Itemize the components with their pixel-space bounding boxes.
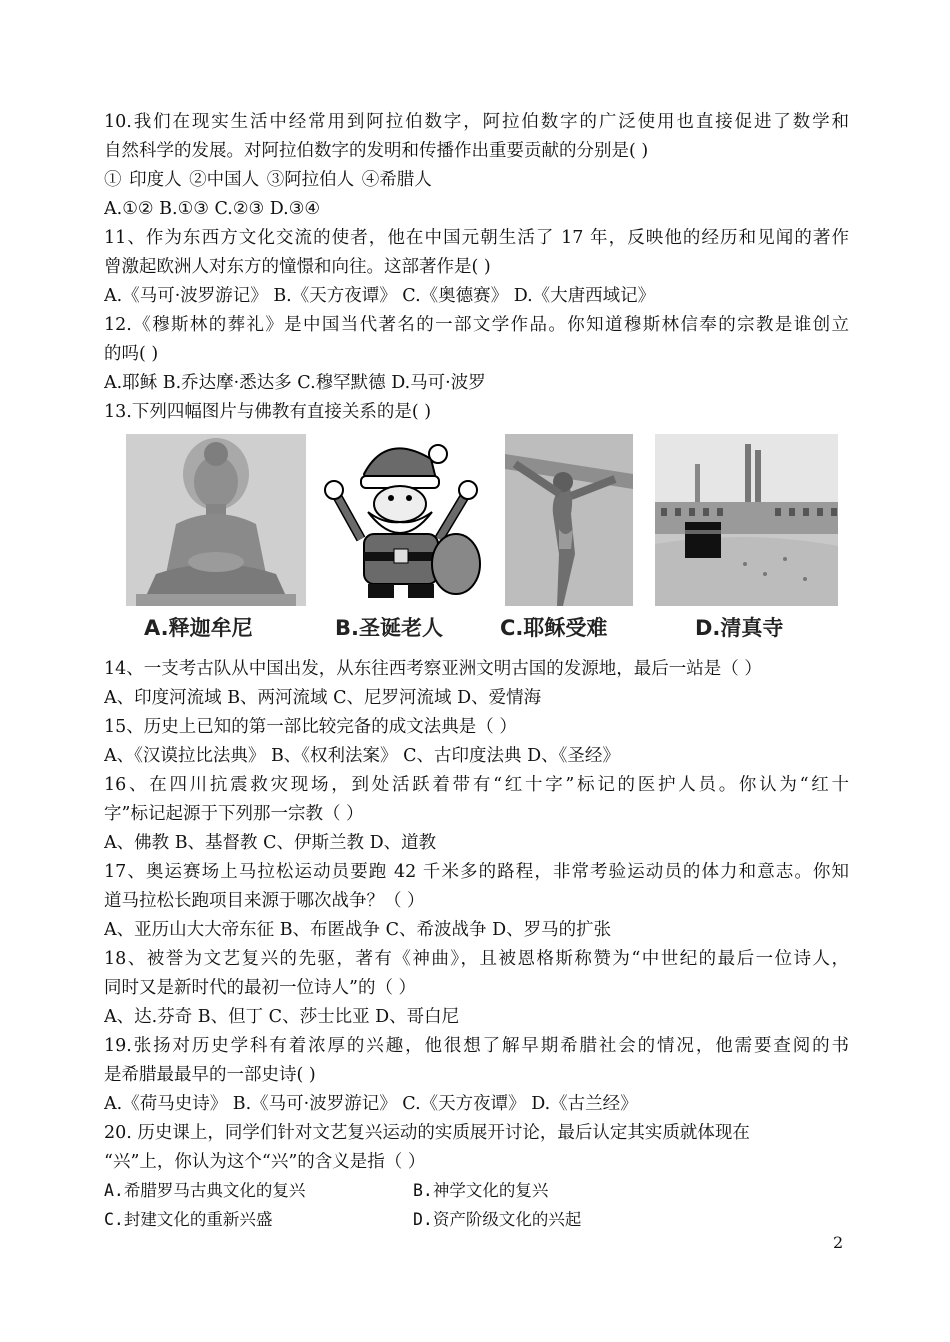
q15-stem: 15、历史上已知的第一部比较完备的成文法典是（ ） — [104, 717, 517, 737]
caption-a: A.释迦牟尼 — [144, 616, 253, 640]
q10-options: A.①② B.①③ C.②③ D.③④ — [104, 199, 321, 219]
q19-options: A.《荷马史诗》 B.《马可·波罗游记》 C.《天方夜谭》 D.《古兰经》 — [104, 1094, 638, 1114]
page-number: 2 — [833, 1233, 844, 1252]
q15-options: A、《汉谟拉比法典》 B、《权利法案》 C、古印度法典 D、《圣经》 — [104, 746, 620, 766]
q12-options: A.耶稣 B.乔达摩·悉达多 C.穆罕默德 D.马可·波罗 — [104, 373, 486, 393]
q13-figure — [120, 434, 845, 646]
q17-stem-line1: 17、奥运赛场上马拉松运动员要跑 42 千米多的路程，非常考验运动员的体力和意志。你知 — [104, 862, 849, 882]
q18-stem-line2: 同时又是新时代的最初一位诗人”的（ ） — [104, 978, 417, 998]
buddha-image — [126, 434, 306, 606]
caption-d: D.清真寺 — [695, 616, 784, 640]
caption-c: C.耶稣受难 — [500, 616, 608, 640]
q16-options: A、佛教 B、基督教 C、伊斯兰教 D、道教 — [104, 833, 437, 853]
q12-stem-line1: 12.《穆斯林的葬礼》是中国当代著名的一部文学作品。你知道穆斯林信奉的宗教是谁创立 — [104, 315, 849, 335]
q11-stem-line1: 11、作为东西方文化交流的使者，他在中国元朝生活了 17 年，反映他的经历和见闻的著作 — [104, 228, 849, 248]
q19-stem-line1: 19.张扬对历史学科有着浓厚的兴趣，他很想了解早期希腊社会的情况，他需要查阅的书 — [104, 1036, 849, 1056]
q11-options: A.《马可·波罗游记》 B.《天方夜谭》 C.《奥德赛》 D.《大唐西域记》 — [104, 286, 656, 306]
q10-stem-line1: 10.我们在现实生活中经常用到阿拉伯数字，阿拉伯数字的广泛使用也直接促进了数学和 — [104, 112, 849, 132]
q17-options: A、亚历山大大帝东征 B、布匿战争 C、希波战争 D、罗马的扩张 — [104, 920, 612, 940]
q10-stem-line2: 自然科学的发展。对阿拉伯数字的发明和传播作出重要贡献的分别是( ) — [104, 141, 649, 161]
q16-stem-line1: 16、在四川抗震救灾现场，到处活跃着带有“红十字”标记的医护人员。你认为“红十 — [104, 775, 849, 795]
q18-stem-line1: 18、被誉为文艺复兴的先驱，著有《神曲》，且被恩格斯称赞为“中世纪的最后一位诗人， — [104, 949, 849, 969]
q12-stem-line2: 的吗( ) — [104, 344, 159, 364]
q20-stem-line1: 20. 历史课上，同学们针对文艺复兴运动的实质展开讨论，最后认定其实质就体现在 — [104, 1123, 750, 1143]
santa-claus-image — [316, 434, 486, 606]
q18-options: A、达.芬奇 B、但丁 C、莎士比亚 D、哥白尼 — [104, 1007, 460, 1027]
q20-stem-line2: “兴”上，你认为这个“兴”的含义是指（ ） — [104, 1152, 426, 1172]
q19-stem-line2: 是希腊最最早的一部史诗( ) — [104, 1065, 316, 1085]
q20-option-a: A.希腊罗马古典文化的复兴 — [104, 1181, 306, 1200]
mosque-image — [655, 434, 838, 606]
q17-stem-line2: 道马拉松长跑项目来源于哪次战争？（ ） — [104, 891, 425, 911]
q16-stem-line2: 字”标记起源于下列那一宗教（ ） — [104, 804, 364, 824]
q20-option-b: B.神学文化的复兴 — [413, 1181, 549, 1200]
q14-options: A、印度河流域 B、两河流域 C、尼罗河流域 D、爱情海 — [104, 688, 542, 708]
caption-b: B.圣诞老人 — [335, 616, 443, 640]
q14-stem: 14、一支考古队从中国出发，从东往西考察亚洲文明古国的发源地，最后一站是（ ） — [104, 659, 762, 679]
q13-stem: 13.下列四幅图片与佛教有直接关系的是( ) — [104, 402, 432, 422]
crucifixion-image — [505, 434, 633, 606]
q11-stem-line2: 曾激起欧洲人对东方的憧憬和向往。这部著作是( ) — [104, 257, 491, 277]
q20-option-c: C.封建文化的重新兴盛 — [104, 1210, 273, 1229]
q10-items: ① 印度人 ②中国人 ③阿拉伯人 ④希腊人 — [104, 170, 432, 190]
q20-option-d: D.资产阶级文化的兴起 — [413, 1210, 582, 1229]
